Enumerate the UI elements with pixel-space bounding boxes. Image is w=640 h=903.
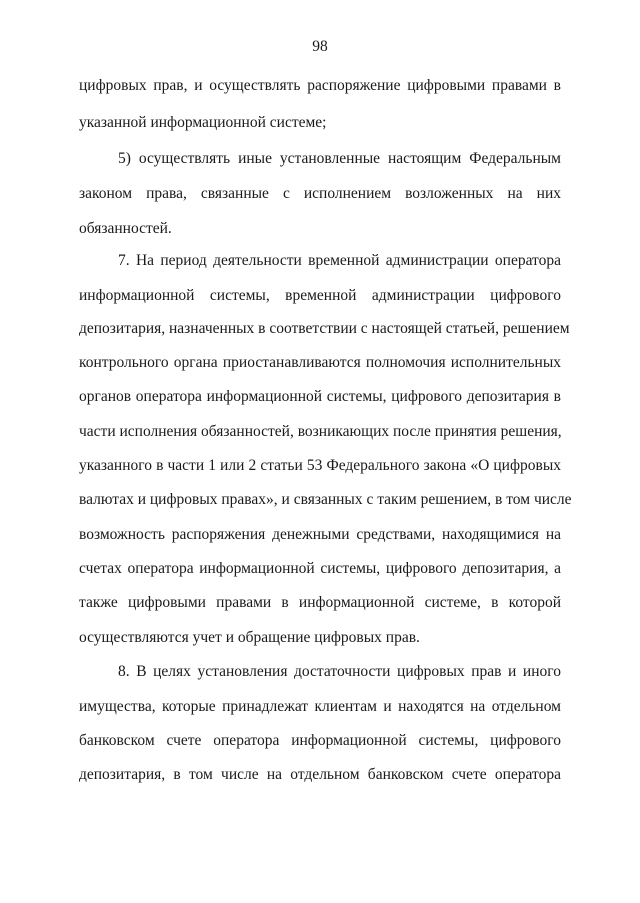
text-line: депозитария, назначенных в соответствии с настоящей статьей, решением <box>79 320 570 337</box>
text-line: возможность распоряжения денежными средствами, находящимися на <box>79 526 561 543</box>
page-number: 98 <box>312 38 328 55</box>
text-line: счетах оператора информационной системы, цифрового депозитария, а <box>79 560 561 577</box>
text-line: банковском счете оператора информационной системы, цифрового <box>79 732 561 749</box>
text-line: депозитария, в том числе на отдельном банковском счете оператора <box>79 766 561 783</box>
text-line: имущества, которые принадлежат клиентам и находятся на отдельном <box>79 698 561 715</box>
text-line: части исполнения обязанностей, возникающих после принятия решения, <box>79 423 562 440</box>
text-line: законом права, связанные с исполнением возложенных на них <box>79 185 561 202</box>
text-line: валютах и цифровых правах», и связанных с таким решением, в том числе <box>79 491 572 508</box>
text-line: органов оператора информационной системы, цифрового депозитария в <box>79 388 561 405</box>
text-line: указанного в части 1 или 2 статьи 53 Федерального закона «О цифровых <box>79 457 561 474</box>
text-line: 7. На период деятельности временной администрации оператора <box>118 252 561 269</box>
text-line: цифровых прав, и осуществлять распоряжение цифровыми правами в <box>79 77 561 94</box>
text-line: также цифровыми правами в информационной системе, в которой <box>79 594 561 611</box>
text-line: контрольного органа приостанавливаются полномочия исполнительных <box>79 354 561 371</box>
text-line: указанной информационной системе; <box>79 114 327 131</box>
text-line: обязанностей. <box>79 220 172 237</box>
text-line: информационной системы, временной администрации цифрового <box>79 287 561 304</box>
text-line: 8. В целях установления достаточности цифровых прав и иного <box>118 663 561 680</box>
text-line: 5) осуществлять иные установленные настоящим Федеральным <box>118 150 561 167</box>
text-line: осуществляются учет и обращение цифровых прав. <box>79 629 420 646</box>
